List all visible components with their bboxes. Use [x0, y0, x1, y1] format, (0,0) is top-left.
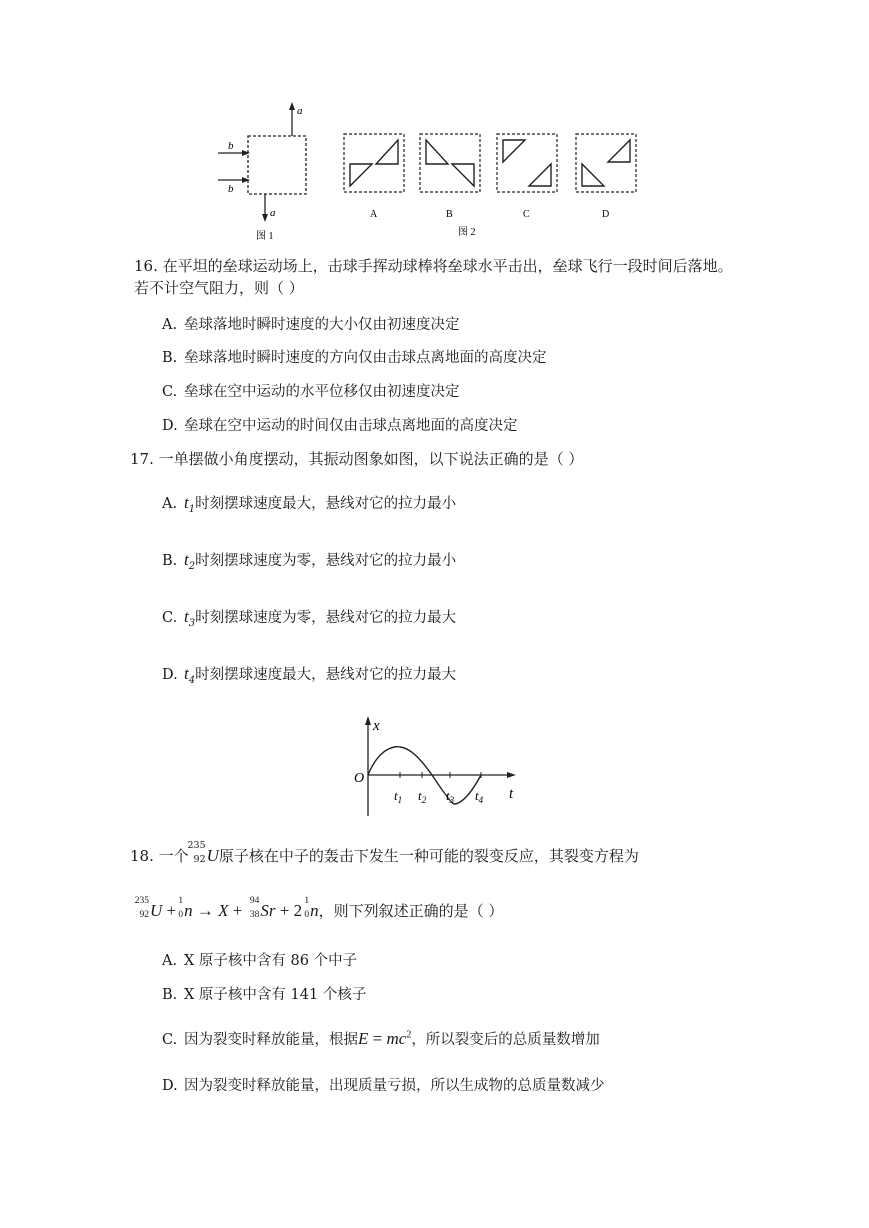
- arrow-right-icon: [242, 177, 250, 183]
- q16-stem-line2: 若不计空气阻力，则（ ）: [134, 279, 304, 297]
- eq-sr: Sr: [260, 901, 276, 920]
- fig1-label-a-left: b: [228, 140, 234, 152]
- q16-option-a[interactable]: [162, 313, 460, 334]
- fig1-dashed-square: [248, 136, 306, 194]
- triangle-icon: [376, 140, 398, 164]
- q18-pre: 18. 一个: [130, 847, 189, 865]
- option-text: 时刻摆球速度最大，悬线对它的拉力最小: [195, 496, 457, 512]
- triangle-icon: [529, 164, 551, 186]
- eq-arrow: →: [196, 901, 214, 920]
- arrow-down-icon: [262, 214, 268, 222]
- q17-option-a[interactable]: [162, 492, 456, 515]
- q17-option-d[interactable]: [162, 663, 456, 686]
- q18-option-a[interactable]: [162, 949, 357, 970]
- eq-n: n: [184, 901, 193, 920]
- option-letter: C.: [162, 610, 178, 626]
- option-text: 垒球在空中运动的水平位移仅由初速度决定: [184, 384, 460, 400]
- triangle-icon: [608, 140, 630, 162]
- fig1-label-b-top: a: [297, 105, 303, 117]
- option-letter: A.: [162, 953, 178, 969]
- t-symbol: t: [184, 607, 189, 626]
- option-letter: C.: [162, 1032, 178, 1048]
- fig2-option-c: C: [523, 209, 530, 220]
- q16-stem-line1: 16. 在平坦的垒球运动场上，击球手挥动球棒将垒球水平击出，垒球飞行一段时间后落地。: [134, 257, 733, 275]
- q17-option-b[interactable]: [162, 549, 456, 572]
- q18-option-b[interactable]: [162, 983, 366, 1004]
- fig1-label-a-bottom: a: [270, 207, 276, 219]
- option-letter: B.: [162, 987, 178, 1003]
- nuclide-sr94: 94 38: [249, 896, 260, 920]
- option-text: 时刻摆球速度为零，悬线对它的拉力最小: [195, 553, 457, 569]
- nuclide-neutron: 1 0: [304, 896, 310, 920]
- arrow-right-icon: [242, 150, 250, 156]
- eq-plus: +: [166, 901, 177, 920]
- option-text: X 原子核中含有 141 个核子: [184, 987, 367, 1003]
- q16-option-b[interactable]: [162, 346, 547, 367]
- tick-t1: $t_1$: [394, 788, 403, 805]
- triangle-icon: [452, 164, 474, 186]
- eq-n: n: [310, 901, 319, 920]
- q18-post: 原子核在中子的轰击下发生一种可能的裂变反应，其裂变方程为: [218, 847, 639, 865]
- option-letter: B.: [162, 350, 178, 366]
- tick-t2: $t_2$: [418, 788, 427, 805]
- t-symbol: t: [184, 664, 189, 683]
- nuclide-symbol: U: [206, 846, 219, 865]
- arrow-up-icon: [365, 716, 371, 725]
- triangle-icon: [426, 140, 448, 164]
- x-axis-label: t: [509, 786, 514, 802]
- option-text: 时刻摆球速度为零，悬线对它的拉力最大: [195, 610, 457, 626]
- tick-t4: $t_4$: [475, 788, 484, 805]
- eq-x: X: [218, 901, 229, 920]
- fig2-caption: 图 2: [458, 227, 476, 238]
- q18-option-c[interactable]: [162, 1028, 600, 1049]
- nuclide-u235: 235 92: [134, 896, 149, 920]
- y-axis-label: x: [373, 718, 380, 734]
- triangle-icon: [350, 164, 372, 186]
- q18-stem-line1: [130, 840, 639, 867]
- option-text: 垒球落地时瞬时速度的大小仅由初速度决定: [184, 317, 460, 333]
- option-letter: C.: [162, 384, 178, 400]
- q17-option-c[interactable]: [162, 606, 456, 629]
- fig2-option-b: B: [446, 209, 453, 220]
- nuclide-u235: 235 92: [187, 840, 206, 865]
- t-subscript: 3: [188, 618, 196, 629]
- eq-plus: +: [279, 901, 290, 920]
- vibration-graph: [338, 712, 528, 824]
- option-letter: D.: [162, 667, 178, 683]
- option-text: 垒球落地时瞬时速度的方向仅由击球点离地面的高度决定: [184, 350, 547, 366]
- option-letter: A.: [162, 496, 178, 512]
- arrow-up-icon: [289, 102, 295, 110]
- q16-option-d[interactable]: [162, 414, 518, 435]
- origin-label: O: [354, 771, 365, 786]
- eq-u: U: [150, 901, 163, 920]
- q17-stem: 17. 一单摆做小角度摆动，其振动图象如图，以下说法正确的是（ ）: [130, 450, 584, 468]
- nuclide-neutron: 1 0: [178, 896, 184, 920]
- t-subscript: 1: [188, 504, 196, 515]
- option-text: 垒球在空中运动的时间仅由击球点离地面的高度决定: [184, 418, 518, 434]
- fission-equation: [132, 896, 504, 922]
- t-subscript: 4: [188, 675, 196, 686]
- tick-t3: $t_3$: [446, 788, 455, 805]
- eq-coef: 2: [293, 901, 303, 920]
- q18-eq-tail: ，则下列叙述正确的是（ ）: [318, 902, 504, 920]
- fig1-caption: 图 1: [256, 231, 274, 242]
- fig1-label-b-left: b: [228, 183, 234, 195]
- arrow-right-icon: [507, 772, 516, 778]
- fig2-option-a: A: [370, 209, 378, 220]
- fig2-box-c: [497, 134, 557, 192]
- t-subscript: 2: [188, 561, 196, 572]
- figure-1-2: [210, 98, 650, 246]
- option-text: 因为裂变时释放能量，出现质量亏损，所以生成物的总质量数减少: [184, 1078, 605, 1094]
- option-text-pre: 因为裂变时释放能量，根据: [184, 1032, 358, 1048]
- t-symbol: t: [184, 550, 189, 569]
- option-letter: D.: [162, 1078, 178, 1094]
- q18-option-d[interactable]: [162, 1074, 605, 1095]
- formula-emc2: $E = mc^2$: [358, 1029, 412, 1048]
- option-letter: A.: [162, 317, 178, 333]
- option-text-post: ，所以裂变后的总质量数增加: [411, 1032, 600, 1048]
- option-letter: B.: [162, 553, 178, 569]
- eq-plus: +: [232, 901, 243, 920]
- fig2-option-d: D: [602, 209, 610, 220]
- triangle-icon: [503, 140, 525, 162]
- triangle-icon: [582, 164, 604, 186]
- t-symbol: t: [184, 493, 189, 512]
- option-letter: D.: [162, 418, 178, 434]
- option-text: 时刻摆球速度最大，悬线对它的拉力最大: [195, 667, 457, 683]
- q16-option-c[interactable]: [162, 380, 460, 401]
- option-text: X 原子核中含有 86 个中子: [184, 953, 358, 969]
